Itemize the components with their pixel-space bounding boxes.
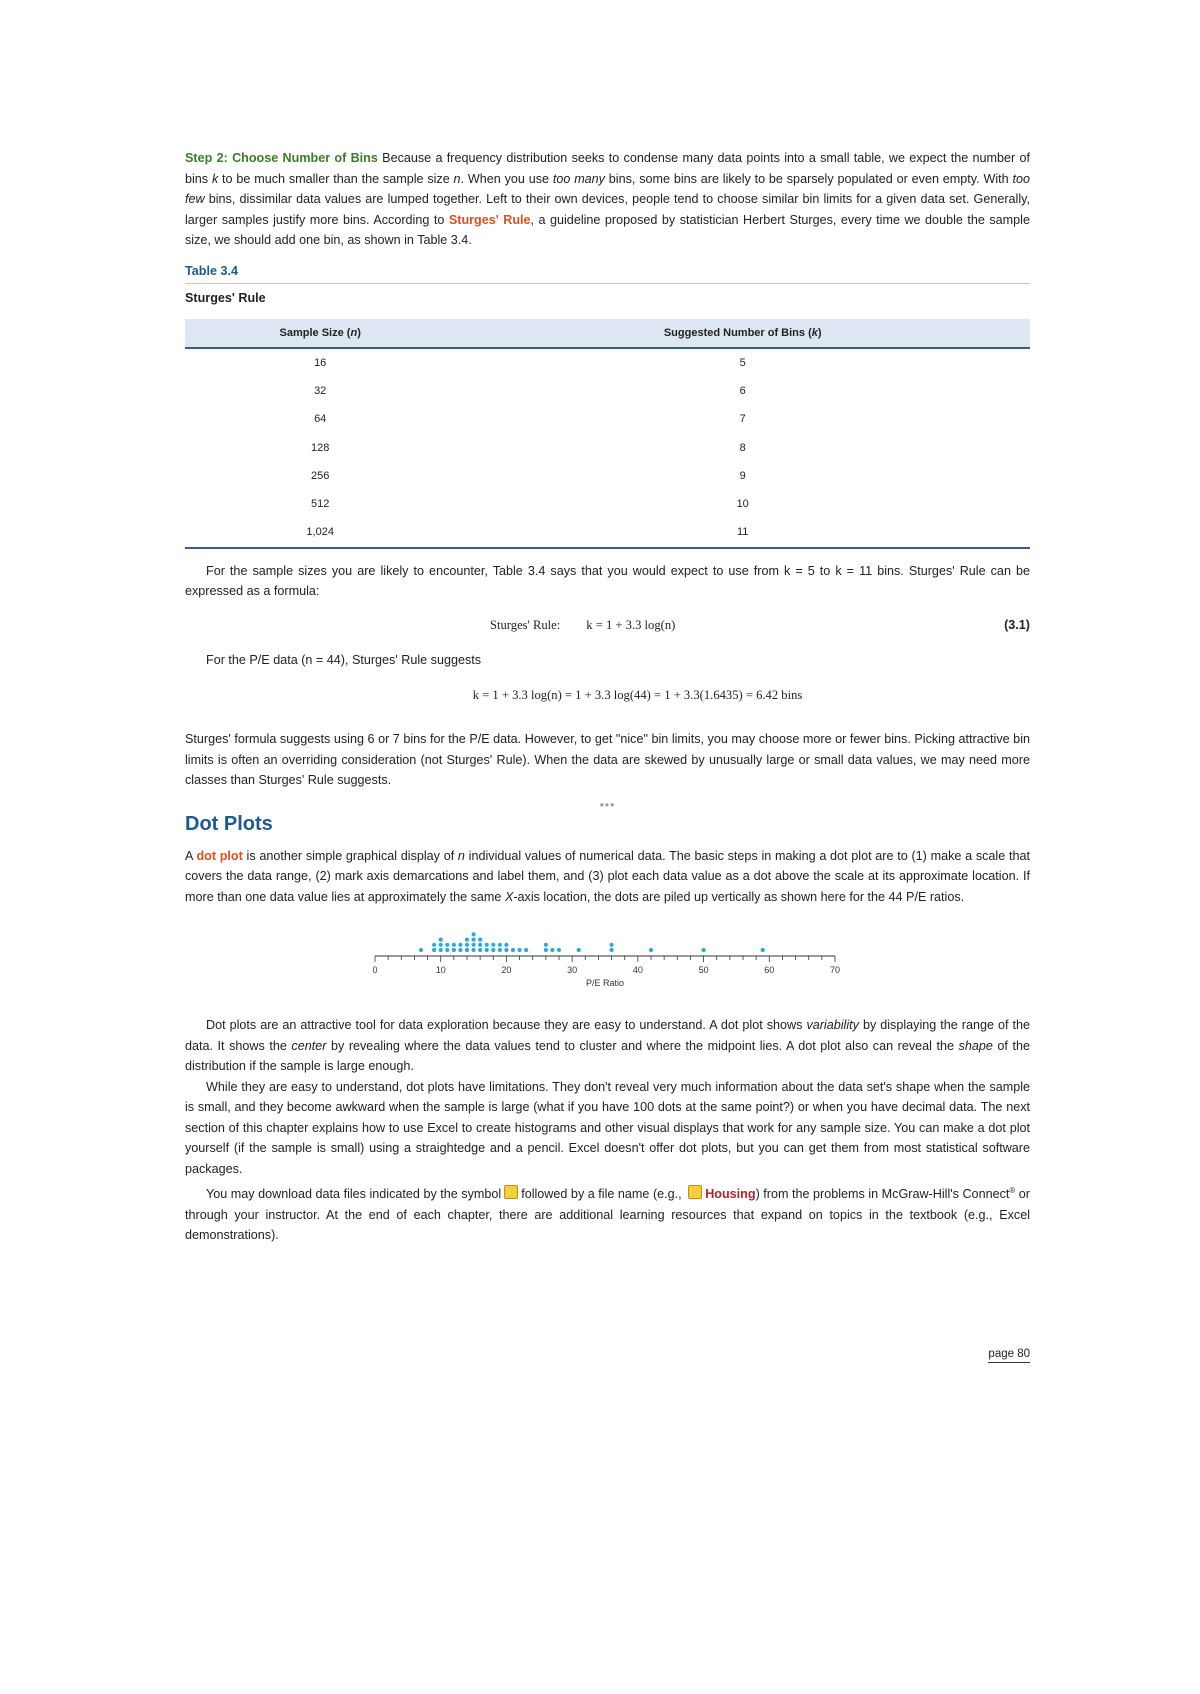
file-name-example: Housing xyxy=(705,1187,756,1202)
formula-calculation: k = 1 + 3.3 log(n) = 1 + 3.3 log(44) = 1 + 3.3(1.6435) = 6.42 bins xyxy=(472,688,803,703)
sample-size-cell: 1,024 xyxy=(185,518,455,547)
dot-plot-term: dot plot xyxy=(196,848,243,863)
data-dot xyxy=(761,948,765,952)
table-row xyxy=(185,433,1030,461)
data-dot xyxy=(478,943,482,947)
section-separator: ••• xyxy=(599,797,616,812)
col-header-bins: Suggested Number of Bins (k) xyxy=(455,319,1030,348)
data-dot xyxy=(471,938,475,942)
data-dot xyxy=(511,948,515,952)
step2-paragraph: Step 2: Choose Number of Bins Because a frequency distribution seeks to condense many data points into a small table, we expect the number of bins k to be much smaller than the sample size n. When you use too many bins, some bins are likely to be sparsely populated or even empty. With too few bins, dissimilar data values are lumped together. Left to their own devices, people tend to choose similar bin limits for a given data set. Generally, larger samples justify more bins. According to Sturges' Rule, a guideline proposed by statistician Herbert Sturges, every time we double the sample size, we should add one bin, as shown in Table 3.4. xyxy=(185,151,1030,247)
x-tick-label: 10 xyxy=(435,965,446,976)
x-tick-label: 60 xyxy=(764,965,775,976)
bins-cell: 8 xyxy=(739,441,746,454)
x-tick-label: 30 xyxy=(567,965,578,976)
data-dot xyxy=(471,948,475,952)
sturges-rule-term: Sturges' Rule xyxy=(448,212,531,227)
step2-heading: Step 2: Choose Number of Bins xyxy=(185,151,378,165)
sample-size-cell: 128 xyxy=(311,441,330,454)
data-dot xyxy=(465,938,469,942)
x-tick-label: 20 xyxy=(501,965,512,976)
data-file-icon xyxy=(504,1185,518,1199)
table-row xyxy=(185,348,1030,377)
data-dot xyxy=(544,943,548,947)
x-tick-label: 40 xyxy=(632,965,643,976)
formula-3-1 xyxy=(185,606,1030,646)
data-dot xyxy=(465,943,469,947)
data-dot xyxy=(609,948,613,952)
data-dot xyxy=(465,948,469,952)
bins-cell: 10 xyxy=(736,498,749,511)
data-dot xyxy=(701,948,705,952)
paragraph-dotplot-benefits: Dot plots are an attractive tool for data exploration because they are easy to understand. A dot plot shows variability by displaying the range of the data. It shows the center by revealing where the data values tend to cluster and where the midpoint lies. A dot plot also can reveal the shape of the distribution if the sample is large enough. xyxy=(185,1018,1030,1074)
bins-cell: 9 xyxy=(739,469,746,482)
data-dot xyxy=(485,943,489,947)
table-body xyxy=(185,348,1030,548)
sample-size-cell: 32 xyxy=(314,384,327,397)
data-dot xyxy=(445,943,449,947)
data-dot xyxy=(491,948,495,952)
data-dot xyxy=(649,948,653,952)
x-axis-label: P/E Ratio xyxy=(585,978,625,989)
data-dot xyxy=(485,948,489,952)
data-dot xyxy=(498,943,502,947)
data-dot xyxy=(439,938,443,942)
data-dot xyxy=(439,943,443,947)
data-dot xyxy=(609,943,613,947)
document-page xyxy=(185,148,1031,1360)
data-dot xyxy=(458,943,462,947)
data-file-icon xyxy=(688,1185,702,1199)
section-title: Dot Plots xyxy=(185,812,273,835)
data-dot xyxy=(544,948,548,952)
x-tick-label: 70 xyxy=(829,965,841,976)
data-dot xyxy=(471,943,475,947)
data-dot xyxy=(498,948,502,952)
table-row xyxy=(185,462,1030,490)
data-dot xyxy=(577,948,581,952)
data-dot xyxy=(491,943,495,947)
bins-cell: 5 xyxy=(739,356,746,369)
paragraph-sturges-formula: Sturges' formula suggests using 6 or 7 bins for the P/E data. However, to get "nice" bin limits, you may choose more or fewer bins. Picking attractive bin limits is often an overriding consideration (not Sturges' Rule). When the data are skewed by unusually large or small data values, we may need more classes than Sturges' Rule suggests. xyxy=(185,732,1030,788)
data-dot xyxy=(452,943,456,947)
page-number: page 80 xyxy=(988,1348,1030,1363)
sample-size-cell: 512 xyxy=(311,498,330,511)
table-row xyxy=(185,518,1030,547)
paragraph-data-files: You may download data files indicated by the symbol followed by a file name (e.g., Housing) from the problems in McGraw-Hill's Connect® or through your instructor. At the end of each chapter, there are additional learning resources that expand on topics in the textbook (e.g., Excel demonstrations). xyxy=(185,1186,1031,1243)
x-tick-label: 0 xyxy=(372,965,378,976)
data-dot xyxy=(504,948,508,952)
equation-number: (3.1) xyxy=(1004,617,1030,632)
sturges-table xyxy=(185,319,1030,549)
data-dot xyxy=(550,948,554,952)
sample-size-cell: 64 xyxy=(314,413,327,426)
data-dot xyxy=(504,943,508,947)
x-tick-label: 50 xyxy=(698,965,709,976)
table-row xyxy=(185,405,1030,433)
data-dot xyxy=(471,932,475,936)
data-dot xyxy=(432,948,436,952)
bins-cell: 6 xyxy=(739,384,746,397)
formula-label: Sturges' Rule: xyxy=(490,617,561,632)
dotplot-paragraph: A dot plot is another simple graphical display of n individual values of numerical data. The basic steps in making a dot plot are to (1) make a scale that covers the data range, (2) mark axis demarcations and label them, and (3) plot each data value as a dot above the scale at its approximate location. If more than one data value lies at approximately the same X-axis location, the dots are piled up vertically as shown here for the 44 P/E ratios. xyxy=(185,848,1030,904)
data-dot xyxy=(478,938,482,942)
data-dot xyxy=(557,948,561,952)
paragraph-sample-sizes: For the sample sizes you are likely to encounter, Table 3.4 says that you would expect to use from k = 5 to k = 11 bins. Sturges' Rule can be expressed as a formula: xyxy=(185,563,1030,599)
bins-cell: 7 xyxy=(739,413,746,426)
sample-size-cell: 256 xyxy=(311,469,330,482)
data-dot xyxy=(432,943,436,947)
table-row xyxy=(185,377,1030,405)
data-dot xyxy=(439,948,443,952)
formula-expression: k = 1 + 3.3 log(n) xyxy=(586,617,676,632)
data-dot xyxy=(517,948,521,952)
bins-cell: 11 xyxy=(455,518,1030,547)
data-dot xyxy=(445,948,449,952)
data-dot xyxy=(452,948,456,952)
data-dot xyxy=(419,948,423,952)
data-dot xyxy=(478,948,482,952)
table-label: Table 3.4 xyxy=(185,264,1030,284)
data-dot xyxy=(458,948,462,952)
sample-size-cell: 16 xyxy=(314,356,327,369)
paragraph-dotplot-limitations: While they are easy to understand, dot plots have limitations. They don't reveal very much information about the data set's shape when the sample is small, and they become awkward when the sample is large (what if you have 100 dots at the same point?) or when you have decimal data. The next section of this chapter explains how to use Excel to create histograms and other visual displays that work for any sample size. You can make a dot plot yourself (if the sample is small) using a straightedge and a pencil. Excel doesn't offer dot plots, but you can get them from most statistical software packages. xyxy=(185,1079,1030,1176)
dot-plot-chart xyxy=(185,920,1030,1001)
col-header-sample-size: Sample Size (n) xyxy=(185,319,455,348)
paragraph-pe-data: For the P/E data (n = 44), Sturges' Rule suggests xyxy=(206,652,482,667)
table-row xyxy=(185,490,1030,518)
dot-plot-svg xyxy=(185,920,1030,996)
table-title: Sturges' Rule xyxy=(185,290,266,305)
data-dot xyxy=(524,948,528,952)
